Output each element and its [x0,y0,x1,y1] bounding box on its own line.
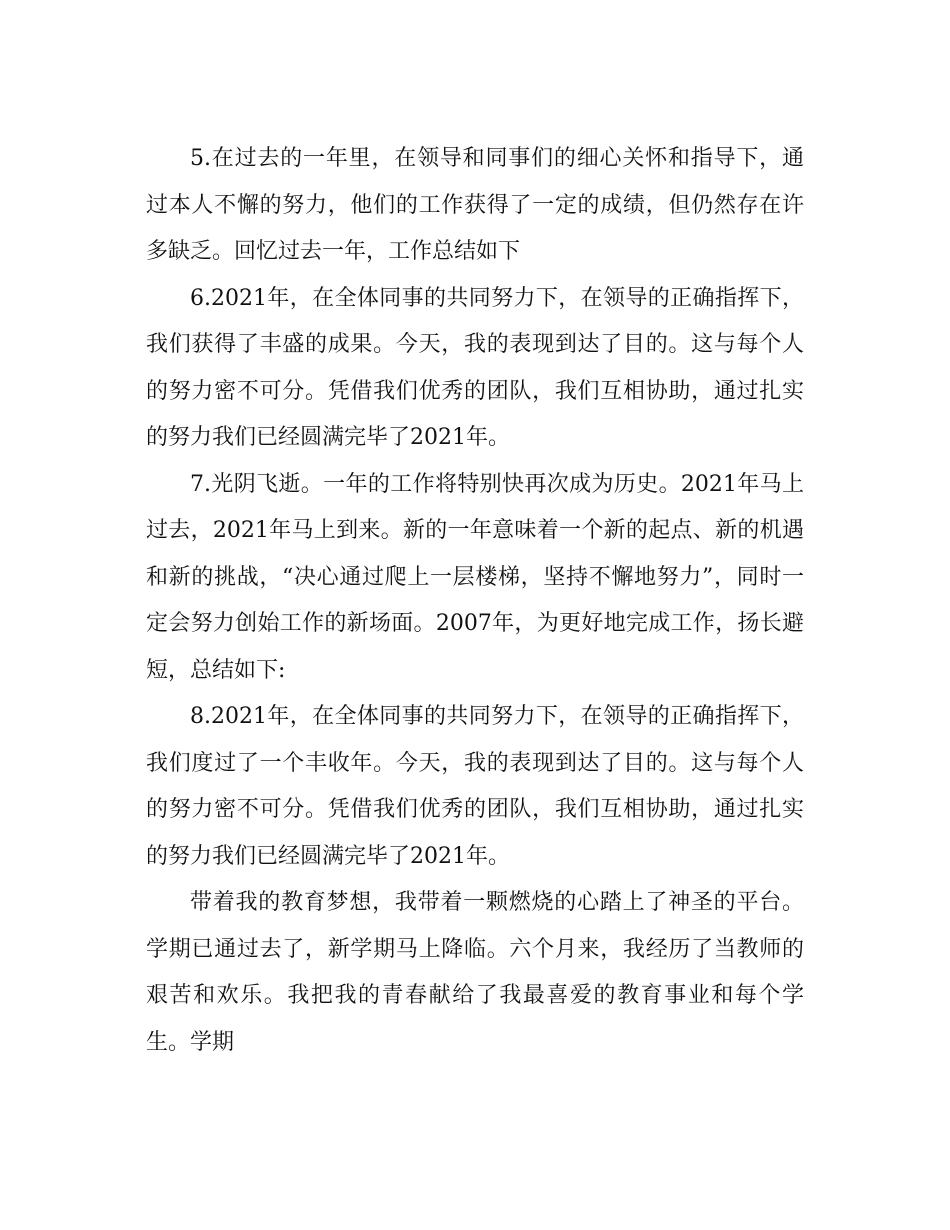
paragraph-7: 7.光阴飞逝。一年的工作将特别快再次成为历史。2021年马上过去，2021年马上到来。新的一年意味着一个新的起点、新的机遇和新的挑战，“决心通过爬上一层楼梯，坚持不懈地努力”，同时一定会努力创始工作的新场面。2007年，为更好地完成工作，扬长避短，总结如下: [146,471,804,683]
paragraph-5: 5.在过去的一年里，在领导和同事们的细心关怀和指导下，通过本人不懈的努力，他们的工作获得了一定的成绩，但仍然存在许多缺乏。回忆过去一年，工作总结如下 [146,146,804,264]
document-body [146,136,804,1066]
paragraph-6: 6.2021年，在全体同事的共同努力下，在领导的正确指挥下，我们获得了丰盛的成果。今天，我的表现到达了目的。这与每个人的努力密不可分。凭借我们优秀的团队，我们互相协助，通过扎实的努力我们已经圆满完毕了2021年。 [146,285,804,450]
paragraph-8: 8.2021年，在全体同事的共同努力下，在领导的正确指挥下，我们度过了一个丰收年。今天，我的表现到达了目的。这与每个人的努力密不可分。凭借我们优秀的团队，我们互相协助，通过扎实的努力我们已经圆满完毕了2021年。 [146,704,804,869]
paragraph-teaching: 带着我的教育梦想，我带着一颗燃烧的心踏上了神圣的平台。学期已通过去了，新学期马上降临。六个月来，我经历了当教师的艰苦和欢乐。我把我的青春献给了我最喜爱的教育事业和每个学生。学期 [146,890,804,1055]
